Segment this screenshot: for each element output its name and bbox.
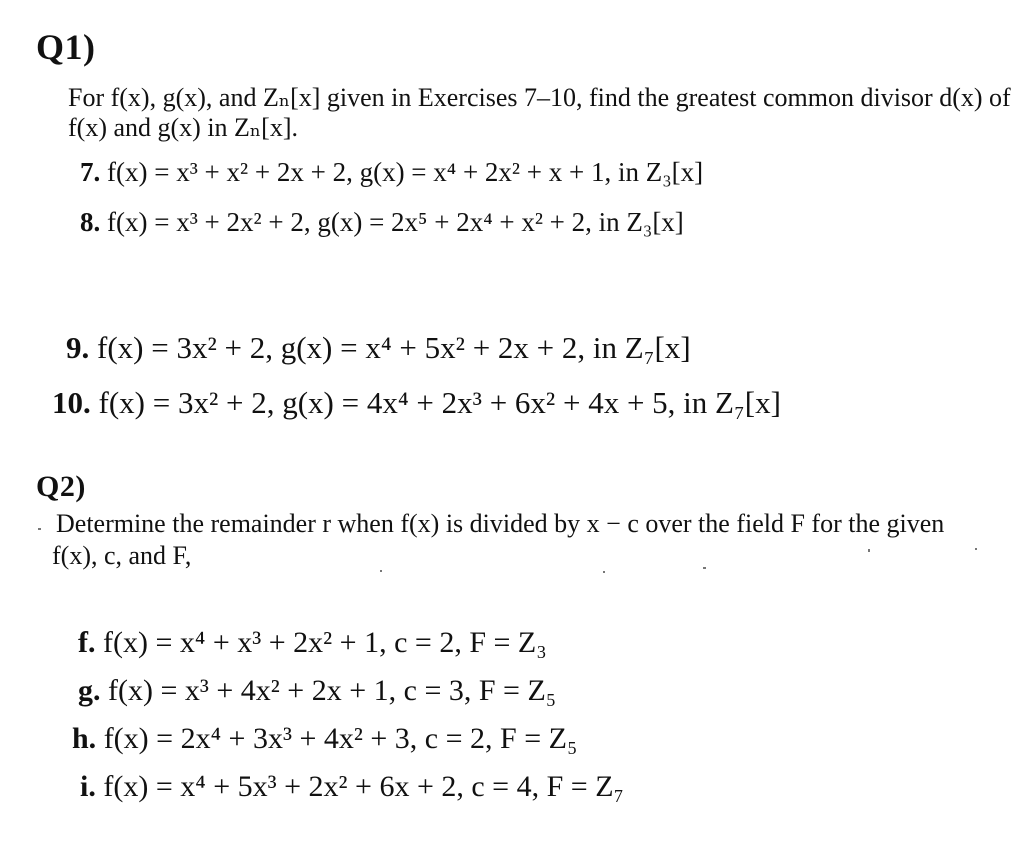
exercise-letter: g.	[78, 674, 101, 707]
q1-exercise-9	[66, 330, 691, 366]
q1-exercise-8	[80, 207, 684, 238]
q2-exercise-h	[72, 722, 577, 756]
exercise-number: 10.	[52, 385, 91, 420]
exercise-text: f(x) = x⁴ + 5x³ + 2x² + 6x + 2, c = 4, F = Z₇	[103, 770, 624, 803]
q2-exercise-i	[80, 770, 624, 804]
q1-intro-line-2: f(x) and g(x) in Zₙ[x].	[68, 113, 299, 142]
exercise-text: f(x) = 3x² + 2, g(x) = x⁴ + 5x² + 2x + 2, in Z₇[x]	[97, 330, 691, 365]
exercise-number: 8.	[80, 207, 101, 237]
exercise-letter: h.	[72, 722, 97, 755]
scan-speck	[380, 570, 382, 572]
q2-exercise-f	[78, 626, 547, 660]
q1-exercise-10	[52, 385, 781, 421]
exercise-letter: f.	[78, 626, 96, 659]
q2-intro-line-2: f(x), c, and F,	[52, 541, 192, 570]
scan-speck	[868, 549, 870, 552]
exercise-text: f(x) = 3x² + 2, g(x) = 4x⁴ + 2x³ + 6x² + 4x + 5, in Z₇[x]	[98, 385, 781, 420]
exercise-number: 7.	[80, 157, 101, 187]
scan-speck	[603, 571, 605, 573]
scan-speck	[703, 567, 706, 569]
exercise-text: f(x) = 2x⁴ + 3x³ + 4x² + 3, c = 2, F = Z₅	[103, 722, 578, 755]
q1-heading: Q1)	[36, 27, 96, 67]
q1-intro-line-1: For f(x), g(x), and Zₙ[x] given in Exercises 7–10, find the greatest common divisor d(x) of	[68, 83, 1011, 112]
scan-speck	[975, 548, 977, 550]
exercise-text: f(x) = x³ + 4x² + 2x + 1, c = 3, F = Z₅	[108, 674, 557, 707]
q1-exercise-7	[80, 157, 703, 188]
scan-speck	[38, 528, 41, 530]
q2-heading: Q2)	[36, 470, 86, 503]
exercise-number: 9.	[66, 330, 90, 365]
q2-intro-line-1: Determine the remainder r when f(x) is divided by x − c over the field F for the given	[56, 509, 945, 538]
exercise-text: f(x) = x³ + 2x² + 2, g(x) = 2x⁵ + 2x⁴ + x² + 2, in Z₃[x]	[107, 207, 684, 237]
q2-exercise-g	[78, 674, 556, 708]
exercise-text: f(x) = x³ + x² + 2x + 2, g(x) = x⁴ + 2x² + x + 1, in Z₃[x]	[107, 157, 704, 187]
exercise-letter: i.	[80, 770, 96, 803]
exercise-text: f(x) = x⁴ + x³ + 2x² + 1, c = 2, F = Z₃	[103, 626, 547, 659]
